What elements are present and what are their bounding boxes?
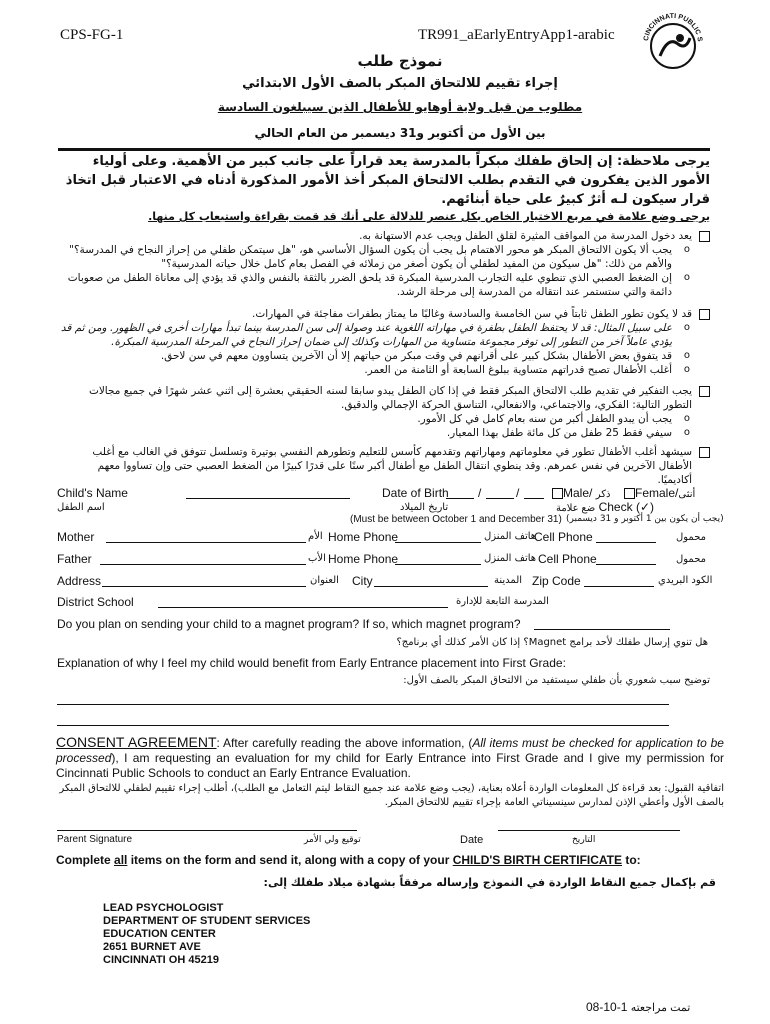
sub-item-text: يجب ألا يكون الالتحاق المبكر هو محور الاهتمام بل يجب أن يكون السؤال الأساسي هو، "هل سيتمكن طفلي من إحراز النجاح في المدرسة؟" والأهم من ذلك: "هل سيكون من المفيد لطفلي أن يكون أصغر من زملائه في الفصل بعام كامل خلال حياته المدرسية؟" xyxy=(69,244,672,270)
mailing-address xyxy=(103,902,310,967)
form-subtitle: إجراء تقييم للالتحاق المبكر بالصف الأول الابتدائي xyxy=(242,76,558,91)
address-line: 2651 BURNET AVE xyxy=(103,941,201,953)
complete-instruction-ar: قم بإكمال جميع النقاط الواردة في النموذج وإرساله مرفقاً بشهادة ميلاد طفلك إلى: xyxy=(263,876,716,889)
home-phone-label-ar: هاتف المنزل xyxy=(484,531,537,542)
address-label: Address xyxy=(57,574,102,588)
dob-label-ar: تاريخ الميلاد xyxy=(400,502,449,513)
male-label-ar: ذكر xyxy=(595,489,611,500)
magnet-question-ar: هل تنوي إرسال طفلك لأحد برامج Magnet؟ إذا كان الأمر كذلك أي برنامج؟ xyxy=(396,637,708,648)
svg-text:CINCINNATI PUBLIC SCHOOLS: CINCINNATI PUBLIC S xyxy=(643,12,704,43)
city-label: City xyxy=(352,574,373,588)
revision-note xyxy=(586,1000,690,1014)
item-text: يعد دخول المدرسة من المواقف المثيرة لقلق الطفل ويجب عدم الاستهانة به. xyxy=(359,230,692,242)
sub-item-text: قد يتفوق بعض الأطفال بشكل كبير على أقرانهم في وقت مبكر من حياتهم إلا أن الآخرين يتساوون معهم في سن لاحق. xyxy=(160,350,672,362)
father-field[interactable] xyxy=(100,552,306,565)
signature-date-field[interactable] xyxy=(498,830,680,831)
female-label-ar: أنثى xyxy=(678,489,696,500)
date-label-ar: التاريخ xyxy=(572,835,596,845)
consent-paragraph-ar: اتفاقية القبول: بعد قراءة كل المعلومات الواردة أعلاه بعناية، (يجب وضع علامة عند جميع النقاط ليتم التعامل مع الطلب)، أطلب إجراء تقييم لطفلي للالتحاق المبكر بالصف الأول وأعطي الإذن لمدارس سينسيناتي العامة بإجراء تقييم للالتحاق المبكر. xyxy=(59,783,724,808)
father-cell-phone-field[interactable] xyxy=(596,552,656,565)
dob-label: Date of Birth xyxy=(382,486,449,500)
city-field[interactable] xyxy=(374,574,488,587)
mother-home-phone-label: Home Phone xyxy=(328,530,399,544)
revision-label-ar: تمت مراجعته xyxy=(630,1002,691,1014)
address-line: EDUCATION CENTER xyxy=(103,928,216,940)
item-checkbox[interactable] xyxy=(699,231,710,242)
zip-label-ar: الكود البريدي xyxy=(658,575,713,586)
zip-field[interactable] xyxy=(584,574,654,587)
sub-item-text: على سبيل المثال: قد لا يحتفظ الطفل بطفرة في مهاراته اللغوية عند وصولة إلى سن المدرسة بينما تبدأ مهارات أخرى في الظهور. ومن ثم قد يؤدي عاملاً آخر من التطور إلى توفر مجموعة متساوية من المهارات وكذلك إلى ضمان إحراز النجاح في المرحلة المدرسية المبكرة. xyxy=(60,322,672,348)
checklist-item xyxy=(60,229,710,299)
father-home-phone-label: Home Phone xyxy=(328,552,399,566)
father-label-ar: الأب xyxy=(308,553,326,564)
parent-signature-label-ar: توقيع ولي الأمر xyxy=(304,835,361,845)
instruction-line: يرجى وضع علامة في مربع الاختيار الخاص بكل عنصر للدلالة على أنك قد قمت بقراءة واستيعاب كل منها. xyxy=(148,210,710,223)
mother-field[interactable] xyxy=(106,530,306,543)
checklist-item xyxy=(60,384,710,440)
parent-signature-field[interactable] xyxy=(57,830,357,831)
sub-item-text: يجب أن يبدو الطفل أكبر من سنه بعام كامل في كل الأمور. xyxy=(417,413,672,425)
city-label-ar: المدينة xyxy=(494,575,523,586)
item-checkbox[interactable] xyxy=(699,309,710,320)
child-name-label-ar: اسم الطفل xyxy=(57,502,105,513)
form-code: CPS-FG-1 xyxy=(60,27,124,43)
date-range-line: بين الأول من أكتوبر و31 ديسمبر من العام الحالي xyxy=(254,126,546,140)
address-field[interactable] xyxy=(102,574,306,587)
mother-home-phone-field[interactable] xyxy=(395,530,481,543)
district-label: District School xyxy=(57,595,134,609)
sub-item-text: إن الضغط العصبي الذي تنطوي عليه التجارب المدرسية المبكرة قد يلحق الضرر بالثقة بالنفس والذي قد يؤدي إلى معاناة الطفل من صعوبات دائمة والتي ستستمر عند انتقاله من المدرسة إلى مرحلة الرشد. xyxy=(67,272,672,298)
zip-label: Zip Code xyxy=(532,574,581,588)
cell-phone-label-ar: محمول xyxy=(676,554,707,565)
mother-label: Mother xyxy=(57,530,95,544)
item-text: قد لا يكون تطور الطفل ثابتاً في سن الخامسة والسادسة وغالبًا ما يمتاز بطفرات مفاجئة في المهارات. xyxy=(251,308,692,320)
home-phone-label-ar: هاتف المنزل xyxy=(484,553,537,564)
dob-constraint-ar: (يجب أن يكون بين 1 أكتوبر و 31 ديسمبر) xyxy=(566,514,724,524)
sub-bullet-icon: o xyxy=(683,322,690,333)
female-label: Female/ xyxy=(635,486,679,500)
sub-bullet-icon: o xyxy=(683,364,690,375)
child-name-label: Child's Name xyxy=(57,486,128,500)
explanation-field-line-1[interactable] xyxy=(57,692,669,705)
cell-phone-label-ar: محمول xyxy=(676,532,707,543)
address-label-ar: العنوان xyxy=(310,575,339,586)
dob-separator: / xyxy=(478,486,482,500)
magnet-question: Do you plan on sending your child to a magnet program? If so, which magnet program? xyxy=(57,617,521,631)
address-line: LEAD PSYCHOLOGIST xyxy=(103,902,224,914)
explanation-field-line-2[interactable] xyxy=(57,713,669,726)
note-paragraph: يرجى ملاحظة: إن إلحاق طفلك مبكراً بالمدرسة يعد قراراً على جانب كبير من الأهمية. وعلى أولياء الأمور الذين يفكرون في التقدم بطلب الالتحاق المبكر أخذ الأمور المذكورة أدناه في الاعتبار قبل اتخاذ قرار سيكون لـه أثرٌ كبيرٌ على حياة أبنائهم. xyxy=(65,154,710,207)
child-name-field[interactable] xyxy=(186,486,350,499)
checklist-item xyxy=(60,445,710,487)
date-label: Date xyxy=(460,834,484,846)
consent-text: ), I am requesting an evaluation for my child for Early Entrance into First Grade and I give my permission for Cincinnati Public Schools to conduct an Early Entrance Evaluation. xyxy=(56,751,724,780)
father-cell-phone-label: Cell Phone xyxy=(538,552,597,566)
father-home-phone-field[interactable] xyxy=(395,552,481,565)
checklist-item xyxy=(60,307,710,377)
dob-constraint: (Must be between October 1 and December 31) xyxy=(350,514,562,525)
item-checkbox[interactable] xyxy=(699,386,710,397)
sub-item-text: أغلب الأطفال تصبح قدراتهم متساوية ببلوغ السابعة أو الثامنة من العمر. xyxy=(364,364,672,376)
item-checkbox[interactable] xyxy=(699,447,710,458)
magnet-field[interactable] xyxy=(534,617,670,630)
complete-all: all xyxy=(114,853,128,867)
consent-text: : After carefully reading the above information, ( xyxy=(216,736,473,750)
sub-bullet-icon: o xyxy=(683,427,690,438)
parent-signature-label: Parent Signature xyxy=(57,834,133,845)
item-text: يجب التفكير في تقديم طلب الالتحاق المبكر فقط في إذا كان الطفل يبدو سابقا لسنه الحقيقي بعشرة إلى اثني عشر شهرًا في جميع مجالات التطور التالية: الفكري، والاجتماعي، والانفعالي، التناسق الحركة الإجمالي والدقيق. xyxy=(88,385,692,411)
complete-text: Complete xyxy=(56,853,115,867)
complete-text: to: xyxy=(622,853,641,867)
sub-item-text: سيفي فقط 25 طفل من كل مائة طفل بهذا المعيار. xyxy=(446,427,672,439)
birth-certificate-label: CHILD'S BIRTH CERTIFICATE xyxy=(452,853,623,867)
complete-text: items on the form and send it, along with a copy of your xyxy=(127,853,453,867)
explanation-label: Explanation of why I feel my child would benefit from Early Entrance placement into First Grade: xyxy=(57,656,566,670)
sub-bullet-icon: o xyxy=(683,272,690,283)
revision-date: 08-10-1 xyxy=(586,1000,628,1014)
consent-paragraph xyxy=(56,735,724,781)
dob-separator: / xyxy=(516,486,520,500)
female-checkbox[interactable] xyxy=(624,488,635,499)
address-line: CINCINNATI OH 45219 xyxy=(103,954,219,966)
district-label-ar: المدرسة التابعة للإدارة xyxy=(456,596,549,607)
dob-day-field[interactable] xyxy=(486,486,514,499)
sub-bullet-icon: o xyxy=(683,350,690,361)
check-label-ar: ضع علامة xyxy=(556,503,596,514)
consent-italic: All items must be checked for application to be processed xyxy=(56,736,724,765)
explanation-label-ar: توضيح سبب شعوري بأن طفلي سيستفيد من الالتحاق المبكر بالصف الأول: xyxy=(403,675,710,686)
male-checkbox[interactable] xyxy=(552,488,563,499)
mother-cell-phone-label: Cell Phone xyxy=(534,530,593,544)
father-label: Father xyxy=(57,552,92,566)
mother-label-ar: الأم xyxy=(308,531,323,542)
check-label: Check (✓) xyxy=(598,500,654,514)
divider xyxy=(58,148,710,151)
requirement-line: مطلوب من قبل ولاية أوهايو للأطفال الذين سيبلغون السادسة xyxy=(217,100,583,114)
form-title: نموذج طلب xyxy=(357,52,443,70)
male-label: Male/ xyxy=(563,486,593,500)
mother-cell-phone-field[interactable] xyxy=(596,530,656,543)
dob-month-field[interactable] xyxy=(446,486,474,499)
address-line: DEPARTMENT OF STUDENT SERVICES xyxy=(103,915,311,927)
consent-heading: CONSENT AGREEMENT xyxy=(56,734,217,750)
document-code: TR991_aEarlyEntryApp1-arabic xyxy=(418,27,615,43)
sub-bullet-icon: o xyxy=(683,244,690,255)
district-field[interactable] xyxy=(158,595,448,608)
sub-bullet-icon: o xyxy=(683,413,690,424)
complete-instruction xyxy=(56,853,641,867)
item-text: سيشهد أغلب الأطفال تطور في معلوماتهم ومهاراتهم وتقدمهم كأسس للتعليم وتطورهم النفسي بوتيرة وتسلسل تتوفق في الغالب مع أغلب الأطفال الآخرين في نفس عمرهم. وقد ينطوي انتقال الطفل مع أطفال أكبر سنًا على قدرًا كبيرًا من الضغط العصبي حتى وإن تساووا معهم أكاديميًا. xyxy=(92,446,692,486)
dob-year-field[interactable] xyxy=(524,486,544,499)
